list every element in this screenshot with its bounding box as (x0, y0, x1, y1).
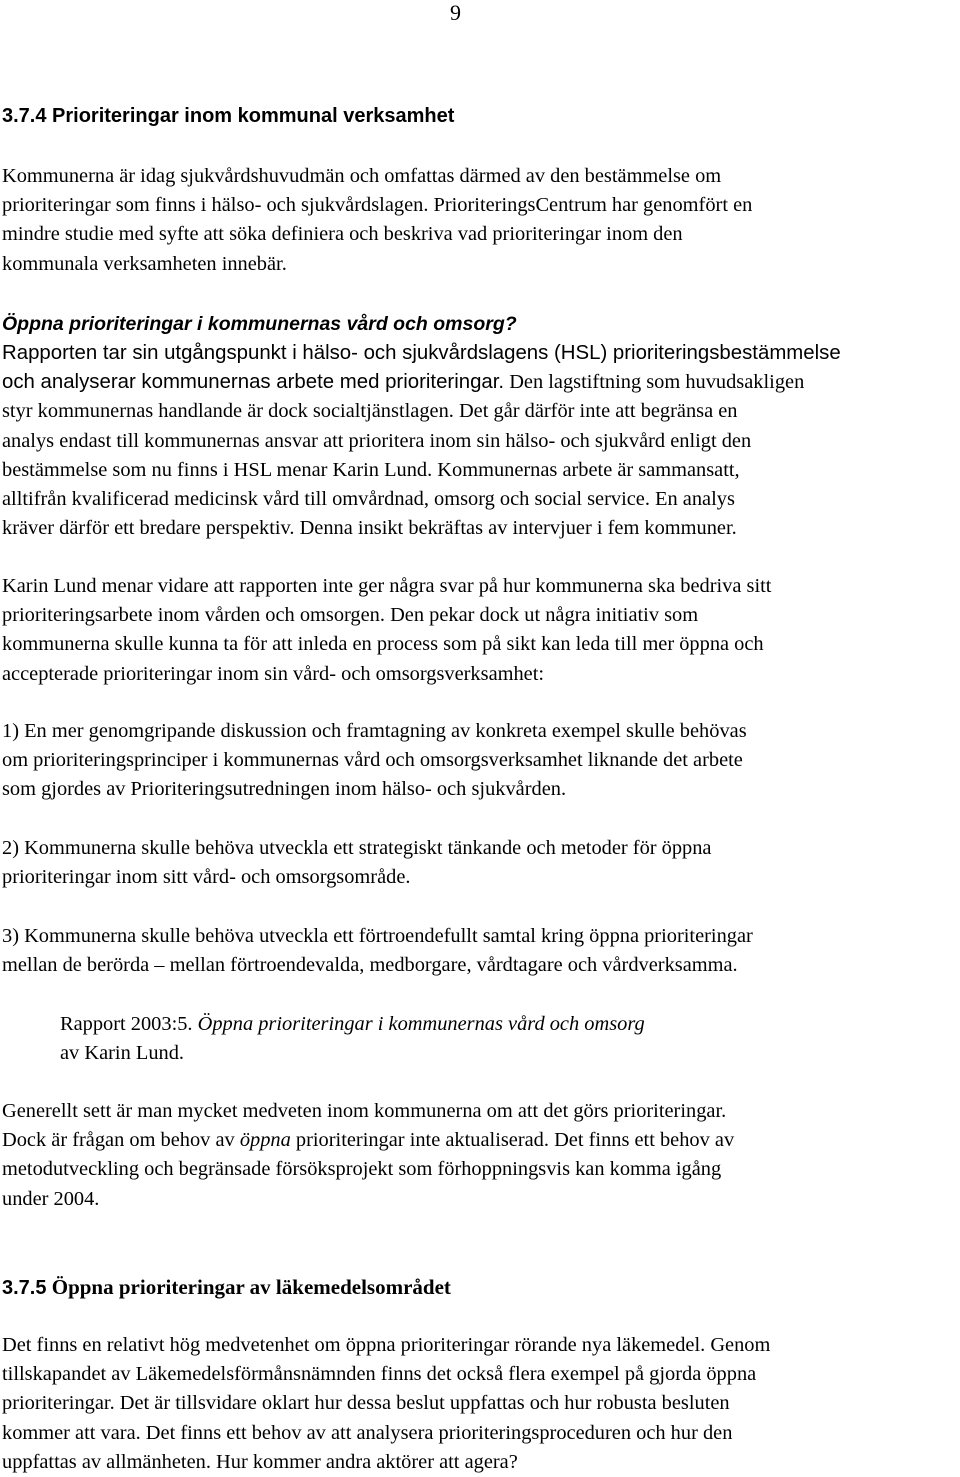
section-heading-3-7-5 (2, 1273, 958, 1303)
page-number: 9 (450, 0, 461, 25)
text-line: styr kommunernas handlande är dock socialtjänstlagen. Det går därför inte att begränsa en (2, 400, 738, 423)
text-line: tillskapandet av Läkemedelsförmånsnämnden finns det också flera exempel på gjorda öppna (2, 1363, 757, 1386)
text-line (60, 1010, 645, 1039)
text-line: prioriteringar inom sitt vård- och omsorgsområde. (2, 866, 411, 889)
point-3-paragraph (2, 922, 958, 980)
text-line: analys endast till kommunernas ansvar att prioritera inom sin hälso- och sjukvård enligt den (2, 429, 752, 452)
text-line: alltifrån kvalificerad medicinsk vård till omvårdnad, omsorg och social service. En analys (2, 487, 735, 510)
lakemedel-paragraph (2, 1331, 958, 1477)
text-line: kommunala verksamheten innebär. (2, 252, 287, 275)
report-summary-paragraph (2, 339, 958, 543)
emphasis-oppna: öppna (239, 1129, 291, 1152)
text-fragment: Den lagstiftning som huvudsakligen (504, 371, 805, 394)
lund-paragraph (2, 572, 958, 689)
text-fragment: prioriteringar inte aktualiserad. Det finns ett behov av (290, 1129, 735, 1152)
text-line: Det finns en relativt hög medvetenhet om öppna prioriteringar rörande nya läkemedel. Genom (2, 1334, 771, 1356)
general-paragraph (2, 1097, 958, 1214)
report-title: Öppna prioriteringar i kommunernas vård och omsorg (192, 1013, 645, 1035)
text-line: under 2004. (2, 1187, 100, 1210)
report-number: Rapport 2003:5. (60, 1013, 193, 1035)
text-line: Kommunerna är idag sjukvårdshuvudmän och omfattas därmed av den bestämmelse om (2, 165, 722, 187)
text-line: Karin Lund menar vidare att rapporten inte ger några svar på hur kommunerna ska bedriva sitt (2, 575, 772, 597)
point-1-paragraph (2, 717, 958, 805)
report-author: av Karin Lund. (60, 1042, 185, 1065)
point-2-paragraph (2, 834, 958, 892)
text-line: bestämmelse som nu finns i HSL menar Karin Lund. Kommunernas arbete är sammansatt, (2, 458, 740, 481)
text-line: Generellt sett är man mycket medveten inom kommunerna om att det görs prioriteringar. (2, 1100, 727, 1122)
text-line: mindre studie med syfte att söka definiera och beskriva vad prioriteringar inom den (2, 223, 683, 246)
text-line: prioriteringsarbete inom vården och omsorgen. Den pekar dock ut några initiativ som (2, 604, 699, 627)
text-fragment: Dock är frågan om behov av (2, 1129, 240, 1152)
text-line: 1) En mer genomgripande diskussion och framtagning av konkreta exempel skulle behövas (2, 720, 747, 742)
text-line: 3) Kommunerna skulle behöva utveckla ett förtroendefullt samtal kring öppna prioriteringar (2, 925, 753, 947)
text-line (2, 1126, 958, 1155)
text-line: accepterade prioriteringar inom sin vård- och omsorgsverksamhet: (2, 662, 545, 685)
text-line: som gjordes av Prioriteringsutredningen inom hälso- och sjukvården. (2, 778, 567, 801)
text-line: 2) Kommunerna skulle behöva utveckla ett strategiskt tänkande och metoder för öppna (2, 837, 712, 859)
text-line (2, 368, 958, 397)
text-line: kommunerna skulle kunna ta för att inleda en process som på sikt kan leda till mer öppna och (2, 633, 764, 656)
text-line: mellan de berörda – mellan förtroendevalda, medborgare, vårdtagare och vårdverksamma. (2, 954, 738, 977)
text-line: kommer att vara. Det finns ett behov av att analysera prioriteringsproceduren och hur den (2, 1421, 733, 1444)
text-line: prioriteringar som finns i hälso- och sjukvårdslagen. PrioriteringsCentrum har genomfört en (2, 194, 753, 217)
section-title: Öppna prioriteringar av läkemedelsområdet (46, 1275, 451, 1299)
text-line: kräver därför ett bredare perspektiv. Denna insikt bekräftas av intervjuer i fem kommuner. (2, 517, 737, 540)
intro-paragraph (2, 162, 958, 279)
text-line: prioriteringar. Det är tillsvidare oklart hur dessa beslut uppfattas och hur robusta besluten (2, 1392, 730, 1415)
section-number: 3.7.5 (2, 1277, 47, 1299)
report-reference (60, 1010, 645, 1068)
report-subheading: Öppna prioriteringar i kommunernas vård och omsorg? (2, 313, 517, 335)
text-fragment: och analyserar kommunernas arbete med prioriteringar. (2, 371, 505, 394)
text-line: uppfattas av allmänheten. Hur kommer andra aktörer att agera? (2, 1450, 518, 1473)
text-line: metodutveckling och begränsade försöksprojekt som förhoppningsvis kan komma igång (2, 1158, 722, 1181)
text-line: Rapporten tar sin utgångspunkt i hälso- och sjukvårdslagens (HSL) prioriteringsbestämmelse (2, 342, 841, 364)
section-heading-3-7-4: 3.7.4 Prioriteringar inom kommunal verksamhet (2, 105, 455, 127)
text-line: om prioriteringsprinciper i kommunernas vård och omsorgsverksamhet liknande det arbete (2, 749, 743, 772)
